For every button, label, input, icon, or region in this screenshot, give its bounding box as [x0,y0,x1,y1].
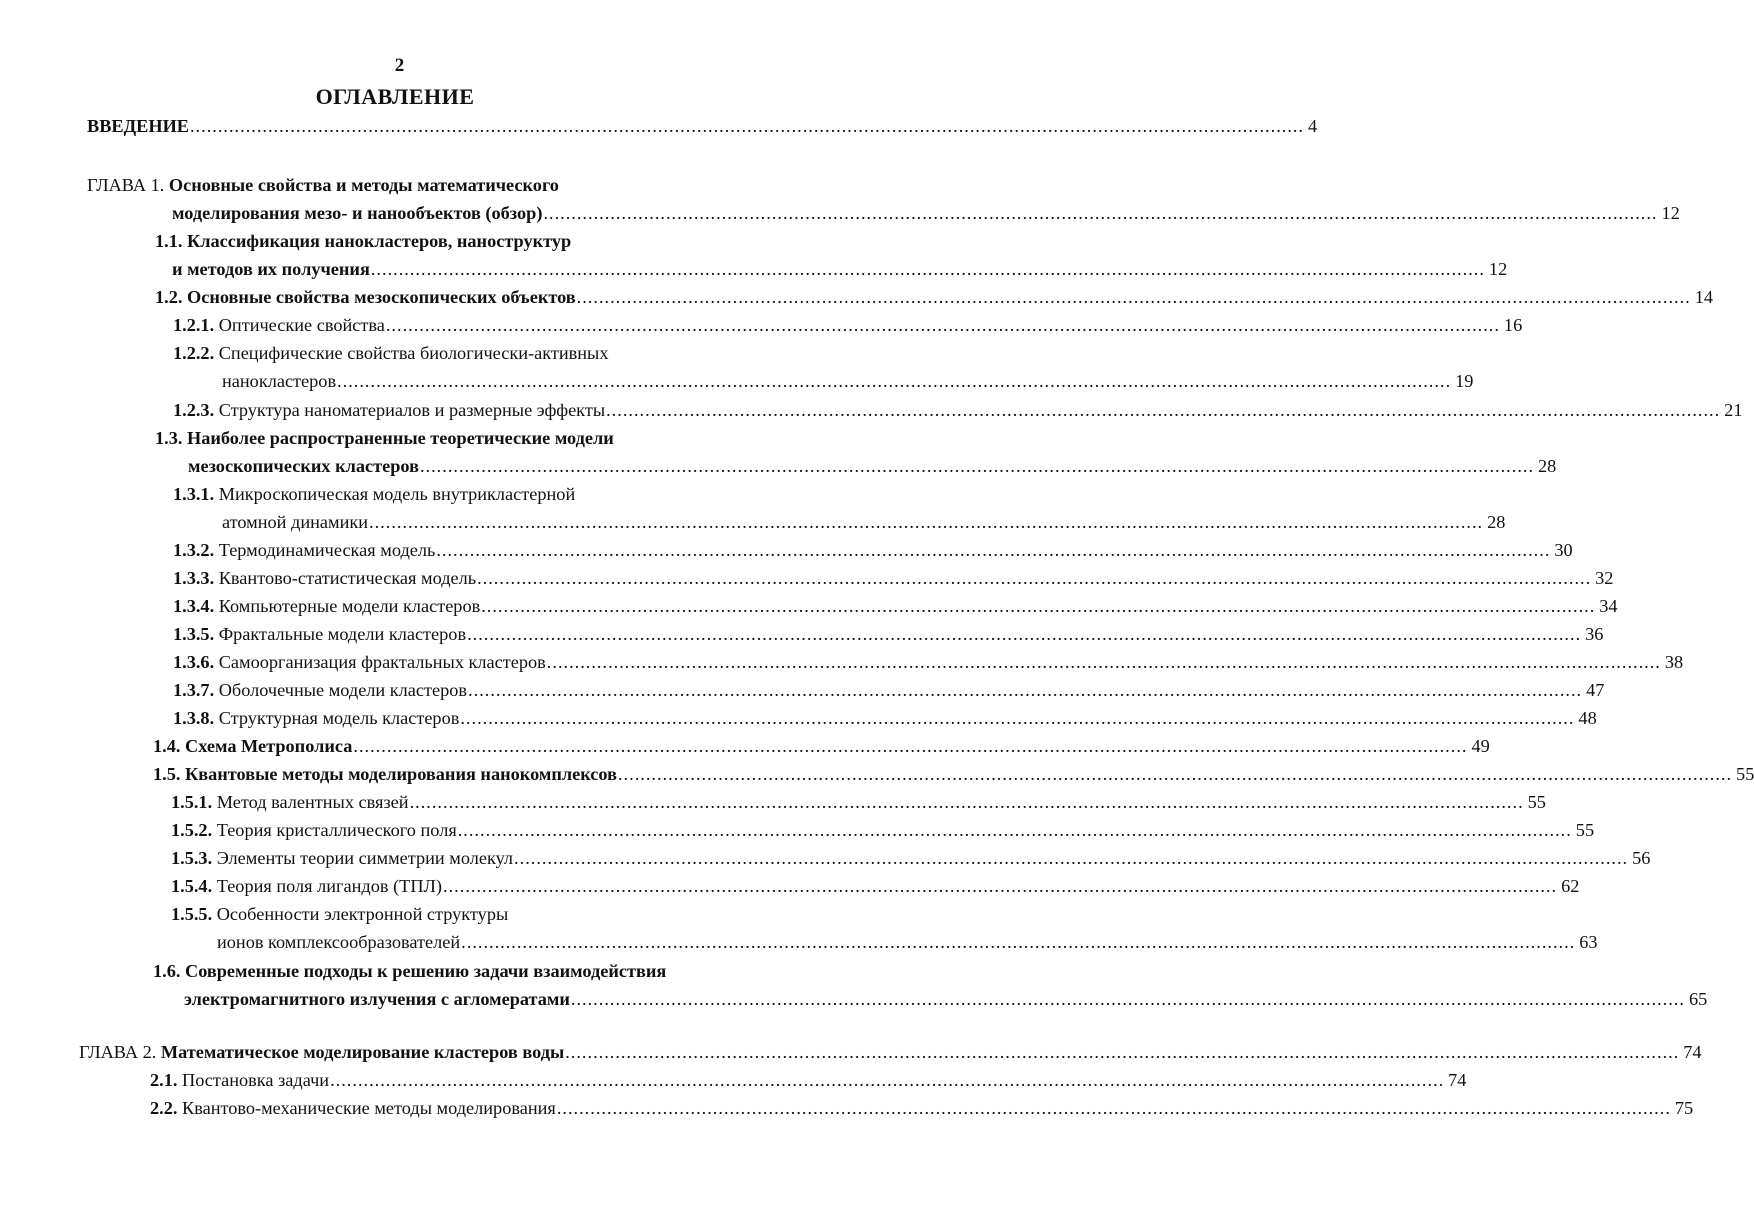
page-ref: 75 [1674,1098,1694,1118]
page-ref: 74 [1683,1042,1702,1062]
section-number: 1.5.3. [171,848,213,868]
toc-entry-1-4[interactable] [153,732,1490,760]
chapter-label: ГЛАВА 2. [79,1042,157,1062]
page-ref: 4 [1308,116,1318,136]
dot-leader: ........................................................................................................................................................................................................ [570,989,1685,1009]
dot-leader: ........................................................................................................................................................................................................ [330,1070,1445,1090]
dot-leader: ........................................................................................................................................................................................................ [460,708,1575,728]
entry-title: Квантово-статистическая модель [218,568,477,588]
page-ref: 55 [1527,792,1546,812]
entry-title: Теория кристаллического поля [216,820,457,840]
page-ref: 47 [1586,680,1605,700]
toc-title: ОГЛАВЛЕНИЕ [315,84,475,109]
entry-title: Структурная модель кластеров [218,708,460,728]
toc-entry-1-5-2[interactable] [171,816,1595,844]
toc-entry-1-3-6[interactable] [173,648,1684,676]
dot-leader: ........................................................................................................................................................................................................ [556,1098,1671,1118]
section-number: 1.3.4. [173,596,215,616]
section-number: 1.2.2. [173,343,215,363]
toc-entry-1-5-3[interactable] [171,844,1651,872]
toc-entry-1-5-1[interactable] [171,788,1546,816]
section-number: 1.3.2. [173,540,215,560]
toc-entry-1-3-3[interactable] [173,564,1614,592]
entry-title: Структура наноматериалов и размерные эффекты [218,400,606,420]
page-ref: 12 [1661,203,1680,223]
dot-leader: ........................................................................................................................................................................................................ [606,400,1721,420]
entry-title: Оптические свойства [218,315,385,335]
toc-entry-1-5[interactable] [153,760,1754,788]
page-ref: 21 [1724,400,1743,420]
page-ref: 14 [1694,287,1713,307]
toc-entry-1-5-5[interactable] [171,900,508,928]
dot-leader: ........................................................................................................................................................................................................ [546,652,1661,672]
dot-leader: ........................................................................................................................................................................................................ [419,456,1535,476]
page-ref: 74 [1448,1070,1467,1090]
toc-entry-1-3-5[interactable] [173,620,1604,648]
toc-entry-1-2[interactable] [155,283,1713,311]
toc-entry-1-1[interactable] [155,227,571,255]
entry-title: Компьютерные модели кластеров [218,596,481,616]
dot-leader: ........................................................................................................................................................................................................ [481,596,1596,616]
toc-entry-1-3-4[interactable] [173,592,1618,620]
entry-title: Квантовые методы моделирования нанокомплексов [185,764,617,784]
dot-leader: ........................................................................................................................................................................................................ [617,764,1733,784]
dot-leader: ........................................................................................................................................................................................................ [369,512,1484,532]
page-ref: 32 [1595,568,1614,588]
dot-leader: ........................................................................................................................................................................................................ [514,848,1629,868]
section-number: 1.3.5. [173,624,215,644]
page-ref: 55 [1736,764,1754,784]
section-number: 1.2.1. [173,315,215,335]
section-number: 1.4. [153,736,181,756]
toc-entry-1-1-cont[interactable] [172,255,1508,283]
page-ref: 30 [1554,540,1573,560]
page-ref: 48 [1578,708,1597,728]
entry-title: Оболочечные модели кластеров [218,680,468,700]
toc-entry-1-5-4[interactable] [171,872,1580,900]
entry-title: Элементы теории симметрии молекул [216,848,514,868]
page-ref: 28 [1487,512,1506,532]
entry-title: Особенности электронной структуры [216,904,509,924]
entry-title: Метод валентных связей [216,792,409,812]
entry-title: Схема Метрополиса [185,736,353,756]
dot-leader: ........................................................................................................................................................................................................ [457,820,1572,840]
entry-title: Теория поля лигандов (ТПЛ) [216,876,443,896]
entry-title: Фрактальные модели кластеров [218,624,467,644]
section-number: 2.1. [150,1070,178,1090]
dot-leader: ........................................................................................................................................................................................................ [468,680,1583,700]
entry-title: ионов комплексообразователей [217,932,461,952]
entry-title: нанокластеров [222,371,337,391]
page-ref: 36 [1585,624,1604,644]
toc-entry-1-2-2-cont[interactable] [222,367,1474,395]
entry-title: мезоскопических кластеров [188,456,419,476]
entry-title: электромагнитного излучения с агломератами [184,989,570,1009]
page-ref: 49 [1471,736,1490,756]
entry-title: Самоорганизация фрактальных кластеров [218,652,546,672]
toc-entry-1-3-1-cont[interactable] [222,508,1506,536]
entry-title: Основные свойства мезоскопических объектов [187,287,576,307]
dot-leader: ........................................................................................................................................................................................................ [337,371,1452,391]
entry-title: Микроскопическая модель внутрикластерной [218,484,576,504]
toc-entry-1-3[interactable] [155,424,614,452]
section-number: 1.3.6. [173,652,215,672]
entry-title: атомной динамики [222,512,369,532]
section-number: 1.1. [155,231,183,251]
entry-title: ВВЕДЕНИЕ [87,116,189,136]
entry-title: Термодинамическая модель [218,540,436,560]
dot-leader: ........................................................................................................................................................................................................ [409,792,1524,812]
toc-entry-1-3-1[interactable] [173,480,575,508]
toc-entry-1-5-5-cont[interactable] [217,928,1598,956]
toc-entry-chapter-2[interactable] [79,1038,1702,1066]
dot-leader: ........................................................................................................................................................................................................ [385,315,1500,335]
dot-leader: ........................................................................................................................................................................................................ [370,259,1485,279]
entry-title: Современные подходы к решению задачи взаимодействия [185,961,667,981]
toc-entry-1-3-cont[interactable] [188,452,1557,480]
entry-title: Наиболее распространенные теоретические модели [187,428,614,448]
toc-entry-intro[interactable] [87,112,1318,140]
entry-title: и методов их получения [172,259,370,279]
section-number: 1.3.3. [173,568,215,588]
section-number: 1.3. [155,428,183,448]
section-number: 1.3.1. [173,484,215,504]
page-ref: 28 [1538,456,1557,476]
entry-title: моделирования мезо- и нанообъектов (обзор) [172,203,543,223]
entry-title: Постановка задачи [182,1070,330,1090]
toc-entry-1-2-3[interactable] [173,396,1743,424]
dot-leader: ........................................................................................................................................................................................................ [461,932,1576,952]
page-ref: 56 [1632,848,1651,868]
toc-entry-2-1[interactable] [150,1066,1467,1094]
section-number: 1.5.1. [171,792,213,812]
section-number: 1.5.2. [171,820,213,840]
dot-leader: ........................................................................................................................................................................................................ [189,116,1305,136]
page-ref: 65 [1688,989,1708,1009]
section-number: 1.5.4. [171,876,213,896]
section-number: 1.5. [153,764,181,784]
section-number: 1.3.8. [173,708,215,728]
dot-leader: ........................................................................................................................................................................................................ [443,876,1558,896]
dot-leader: ........................................................................................................................................................................................................ [436,540,1551,560]
toc-entry-1-6[interactable] [153,957,666,985]
section-number: 1.2.3. [173,400,215,420]
section-number: 2.2. [150,1098,178,1118]
chapter-label: ГЛАВА 1. [87,175,165,195]
page-ref: 16 [1503,315,1523,335]
toc-entry-1-2-2[interactable] [173,339,608,367]
dot-leader: ........................................................................................................................................................................................................ [565,1042,1680,1062]
dot-leader: ........................................................................................................................................................................................................ [477,568,1592,588]
page-ref: 12 [1488,259,1508,279]
toc-entry-chapter-1[interactable] [87,171,559,199]
section-number: 1.6. [153,961,181,981]
page-ref: 63 [1579,932,1598,952]
toc-entry-1-3-7[interactable] [173,676,1605,704]
entry-title: Специфические свойства биологически-активных [218,343,609,363]
toc-entry-1-2-1[interactable] [173,311,1523,339]
entry-title: Квантово-механические методы моделирования [182,1098,556,1118]
section-number: 1.2. [155,287,183,307]
section-number: 1.3.7. [173,680,215,700]
dot-leader: ........................................................................................................................................................................................................ [353,736,1468,756]
toc-entry-1-3-8[interactable] [173,704,1597,732]
page-ref: 55 [1575,820,1595,840]
section-number: 1.5.5. [171,904,213,924]
entry-title: Классификация нанокластеров, наноструктур [187,231,572,251]
page-ref: 38 [1664,652,1684,672]
entry-title: Основные свойства и методы математического [168,175,559,195]
entry-title: Математическое моделирование кластеров воды [160,1042,565,1062]
toc-entry-2-2[interactable] [150,1094,1694,1122]
page-ref: 62 [1561,876,1580,896]
page-ref: 19 [1455,371,1474,391]
toc-entry-chapter-1-cont[interactable] [172,199,1680,227]
dot-leader: ........................................................................................................................................................................................................ [467,624,1582,644]
toc-entry-1-3-2[interactable] [173,536,1573,564]
dot-leader: ........................................................................................................................................................................................................ [543,203,1658,223]
dot-leader: ........................................................................................................................................................................................................ [576,287,1691,307]
toc-entry-1-6-cont[interactable] [184,985,1708,1013]
page-number: 2 [394,55,405,76]
page-ref: 34 [1599,596,1618,616]
